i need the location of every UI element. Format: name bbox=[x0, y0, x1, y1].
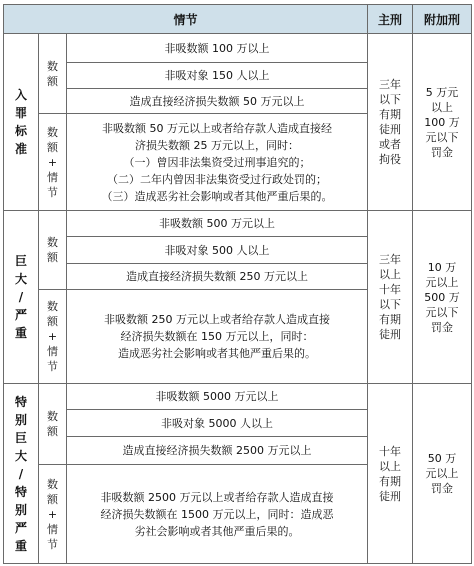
level-label-line: 大 bbox=[14, 272, 27, 286]
amount-group-label-line: 额 bbox=[47, 74, 58, 88]
combo-group-label bbox=[38, 289, 67, 384]
combo-criterion-line: 经济损失数额在 150 万元以上，同时： bbox=[120, 330, 314, 343]
amount-criterion: 非吸对象 5000 人以上 bbox=[66, 409, 368, 437]
main-penalty-text bbox=[379, 444, 401, 504]
amount-group-label-text bbox=[47, 59, 58, 89]
level-label-line: 严 bbox=[14, 308, 27, 322]
combo-criterion-text bbox=[102, 120, 333, 205]
combo-group-label bbox=[38, 113, 67, 211]
combo-group-label-line: 节 bbox=[47, 185, 58, 199]
amount-group-label-line: 数 bbox=[47, 59, 58, 73]
extra-penalty-line: 罚金 bbox=[431, 320, 453, 334]
main-penalty-line: 有期 bbox=[379, 474, 401, 488]
combo-group-label-text bbox=[47, 299, 58, 374]
amount-criterion: 造成直接经济损失数额 2500 万元以上 bbox=[66, 436, 368, 465]
level-label-line: 巨 bbox=[14, 430, 27, 445]
combo-group-label-line: 数 bbox=[47, 125, 58, 139]
main-penalty-text bbox=[379, 77, 401, 167]
main-penalty bbox=[367, 210, 413, 384]
extra-penalty-line: 罚金 bbox=[431, 145, 453, 159]
extra-penalty-line: 以上 bbox=[431, 100, 453, 114]
level-label-line: 准 bbox=[14, 142, 27, 156]
header-plot: 情节 bbox=[3, 4, 368, 34]
combo-group-label-line: 额 bbox=[47, 140, 58, 154]
combo-group-label-line: 额 bbox=[47, 315, 58, 328]
extra-penalty-line: 元以下 bbox=[425, 305, 459, 319]
main-penalty-line: 有期 bbox=[379, 108, 401, 121]
amount-group-label bbox=[38, 383, 67, 465]
main-penalty-line: 徒刑 bbox=[379, 489, 401, 503]
amount-criterion: 非吸对象 150 人以上 bbox=[66, 62, 368, 89]
combo-group-label-text bbox=[47, 477, 58, 552]
extra-penalty-line: 100 万 bbox=[424, 115, 460, 129]
combo-criterion-line: 经济损失数额在 1500 万元以上，同时：造成恶 bbox=[100, 507, 334, 521]
main-penalty-line: 三年 bbox=[379, 78, 401, 91]
combo-criterion-text bbox=[101, 489, 334, 540]
combo-criterion bbox=[66, 289, 368, 384]
level-label-line: 标 bbox=[14, 124, 27, 138]
combo-group-label-line: + bbox=[47, 330, 58, 343]
level-label-text bbox=[15, 252, 27, 342]
combo-group-label-line: 节 bbox=[47, 537, 58, 551]
level-label-line: / bbox=[18, 466, 24, 481]
level-label-line: 别 bbox=[14, 502, 27, 517]
extra-penalty-text bbox=[426, 451, 459, 496]
main-penalty-text bbox=[379, 252, 401, 342]
amount-criterion: 非吸对象 500 人以上 bbox=[66, 236, 368, 264]
main-penalty-line: 以上 bbox=[379, 268, 401, 281]
extra-penalty-line: 罚金 bbox=[431, 482, 453, 495]
extra-penalty bbox=[412, 210, 472, 384]
combo-group-label-line: 情 bbox=[47, 522, 58, 536]
combo-criterion-line: （三）造成恶劣社会影响或者其他严重后果的。 bbox=[101, 189, 333, 203]
combo-criterion-line: 劣社会影响或者其他严重后果的。 bbox=[134, 524, 300, 538]
combo-group-label-line: + bbox=[47, 155, 58, 169]
level-label bbox=[3, 383, 39, 564]
extra-penalty bbox=[412, 33, 472, 211]
amount-group-label-line: 额 bbox=[47, 425, 58, 438]
level-label-line: 大 bbox=[14, 448, 27, 463]
combo-group-label-line: 情 bbox=[47, 345, 58, 358]
main-penalty-line: 以下 bbox=[379, 93, 401, 106]
level-label-line: 入 bbox=[14, 88, 27, 102]
combo-criterion-line: 非吸数额 50 万元以上或者给存款人造成直接经 bbox=[102, 121, 332, 135]
extra-penalty-line: 元以上 bbox=[425, 467, 459, 480]
combo-criterion-line: （二）二年内曾因非法集资受过行政处罚的； bbox=[107, 172, 327, 186]
level-label-line: 严 bbox=[14, 520, 27, 535]
level-label bbox=[3, 210, 39, 384]
main-penalty-line: 以上 bbox=[379, 459, 401, 473]
main-penalty-line: 三年 bbox=[379, 253, 401, 266]
main-penalty-line: 十年 bbox=[379, 283, 401, 296]
level-label-line: 特 bbox=[14, 394, 27, 409]
amount-group-label-line: 数 bbox=[47, 410, 58, 423]
main-penalty bbox=[367, 33, 413, 211]
amount-group-label-line: 数 bbox=[47, 236, 58, 249]
combo-group-label-line: 数 bbox=[47, 300, 58, 313]
extra-penalty-line: 元以下 bbox=[425, 130, 459, 144]
extra-penalty-line: 50 万 bbox=[427, 452, 457, 465]
level-label-line: 重 bbox=[14, 326, 27, 340]
main-penalty-line: 以下 bbox=[379, 298, 401, 311]
level-label-line: 罪 bbox=[14, 106, 27, 120]
amount-group-label-text bbox=[47, 235, 58, 265]
combo-group-label-line: 节 bbox=[47, 360, 58, 373]
level-label-line: 巨 bbox=[14, 254, 27, 268]
extra-penalty-text bbox=[424, 85, 460, 160]
amount-group-label bbox=[38, 33, 67, 114]
combo-group-label-line: + bbox=[47, 507, 58, 521]
amount-criterion: 非吸数额 5000 万元以上 bbox=[66, 383, 368, 410]
amount-criterion: 造成直接经济损失数额 50 万元以上 bbox=[66, 88, 368, 114]
level-label-line: 重 bbox=[14, 538, 27, 553]
combo-criterion-line: 造成恶劣社会影响或者其他严重后果的。 bbox=[118, 347, 316, 360]
combo-group-label-line: 额 bbox=[47, 492, 58, 506]
header-extra-penalty: 附加刑 bbox=[412, 4, 472, 34]
level-label-line: / bbox=[18, 290, 24, 304]
main-penalty-line: 徒刑 bbox=[379, 328, 401, 341]
combo-criterion-line: 济损失数额 25 万元以上，同时： bbox=[135, 138, 299, 152]
extra-penalty-line: 5 万元 bbox=[425, 85, 459, 99]
combo-group-label-line: 情 bbox=[47, 170, 58, 184]
extra-penalty-text bbox=[424, 260, 460, 335]
main-penalty-line: 十年 bbox=[379, 444, 401, 458]
main-penalty-line: 徒刑 bbox=[379, 123, 401, 136]
main-penalty-line: 拘役 bbox=[379, 153, 401, 166]
level-label-text bbox=[15, 86, 27, 158]
combo-criterion-line: 非吸数额 2500 万元以上或者给存款人造成直接 bbox=[100, 490, 334, 504]
combo-criterion-text bbox=[104, 311, 330, 362]
main-penalty-line: 或者 bbox=[379, 138, 401, 151]
amount-criterion: 非吸数额 100 万以上 bbox=[66, 33, 368, 63]
combo-criterion bbox=[66, 464, 368, 564]
main-penalty-line: 有期 bbox=[379, 313, 401, 326]
combo-group-label bbox=[38, 464, 67, 564]
combo-criterion-line: （一）曾因非法集资受过刑事追究的； bbox=[123, 155, 311, 169]
header-main-penalty: 主刑 bbox=[367, 4, 413, 34]
amount-criterion: 非吸数额 500 万元以上 bbox=[66, 210, 368, 237]
main-penalty bbox=[367, 383, 413, 564]
extra-penalty-line: 500 万 bbox=[424, 290, 460, 304]
amount-group-label bbox=[38, 210, 67, 290]
amount-group-label-line: 额 bbox=[47, 251, 58, 264]
extra-penalty-line: 10 万 bbox=[427, 260, 457, 274]
amount-criterion: 造成直接经济损失数额 250 万元以上 bbox=[66, 263, 368, 290]
extra-penalty-line: 元以上 bbox=[425, 275, 459, 289]
combo-criterion-line: 非吸数额 250 万元以上或者给存款人造成直接 bbox=[104, 313, 330, 326]
extra-penalty bbox=[412, 383, 472, 564]
level-label-line: 特 bbox=[14, 484, 27, 499]
combo-group-label-line: 数 bbox=[47, 477, 58, 491]
level-label-line: 别 bbox=[14, 412, 27, 427]
amount-group-label-text bbox=[47, 409, 58, 439]
level-label bbox=[3, 33, 39, 211]
combo-criterion bbox=[66, 113, 368, 211]
combo-group-label-text bbox=[47, 125, 58, 200]
level-label-text bbox=[15, 393, 27, 555]
